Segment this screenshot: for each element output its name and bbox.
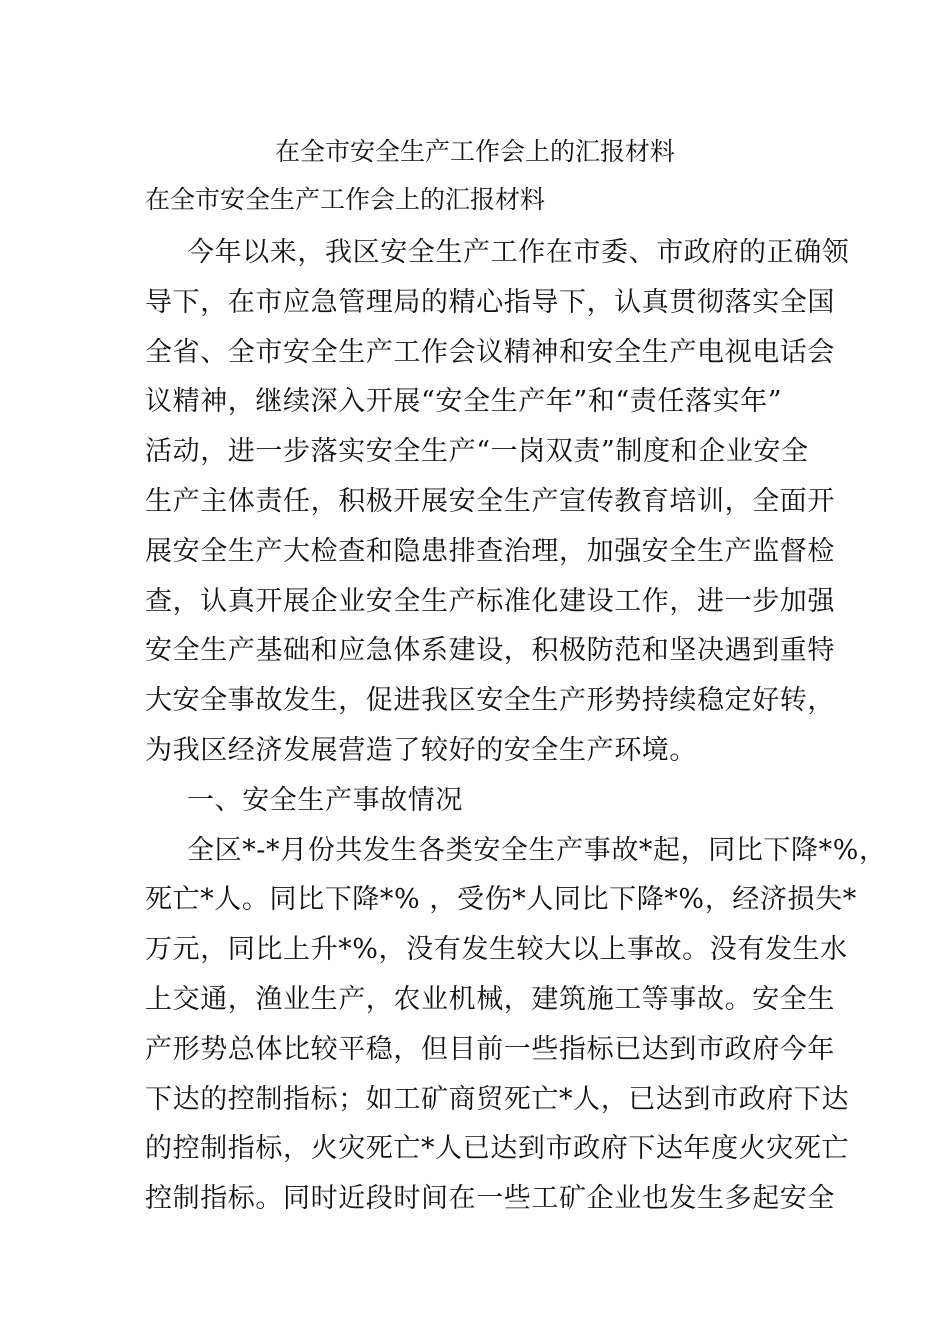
paragraph-line: 死亡*人。同比下降*% ，受伤*人同比下降*%，经济损失*	[145, 884, 857, 916]
paragraph-line: 产形势总体比较平稳，但目前一些指标已达到市政府今年	[145, 1033, 835, 1065]
paragraph-line: 查，认真开展企业安全生产标准化建设工作，进一步加强	[145, 585, 835, 617]
paragraph-line: 控制指标。同时近段时间在一些工矿企业也发生多起安全	[145, 1183, 835, 1215]
section-heading: 一、安全生产事故情况	[187, 784, 463, 816]
paragraph-line: 议精神，继续深入开展“安全生产年”和“责任落实年”	[145, 386, 783, 418]
document-subtitle: 在全市安全生产工作会上的汇报材料	[145, 185, 546, 214]
document-body	[145, 228, 887, 1224]
document-title: 在全市安全生产工作会上的汇报材料	[274, 137, 675, 166]
paragraph-line: 的控制指标，火灾死亡*人已达到市政府下达年度火灾死亡	[145, 1133, 850, 1165]
paragraph-line: 导下，在市应急管理局的精心指导下，认真贯彻落实全国	[145, 286, 835, 318]
paragraph-line: 为我区经济发展营造了较好的安全生产环境。	[145, 734, 697, 766]
paragraph-line: 安全生产基础和应急体系建设，积极防范和坚决遇到重特	[145, 635, 835, 667]
paragraph-line: 全区*-*月份共发生各类安全生产事故*起，同比下降*%，	[187, 834, 887, 866]
paragraph-line: 下达的控制指标；如工矿商贸死亡*人，已达到市政府下达	[145, 1083, 850, 1115]
paragraph-line: 生产主体责任，积极开展安全生产宣传教育培训，全面开	[145, 485, 835, 517]
paragraph-line: 今年以来，我区安全生产工作在市委、市政府的正确领	[187, 237, 850, 268]
paragraph-line: 展安全生产大检查和隐患排查治理，加强安全生产监督检	[145, 535, 835, 567]
paragraph-line: 全省、全市安全生产工作会议精神和安全生产电视电话会	[145, 336, 835, 368]
paragraph-line: 活动，进一步落实安全生产“一岗双责”制度和企业安全	[145, 436, 809, 468]
paragraph-line: 上交通，渔业生产，农业机械，建筑施工等事故。安全生	[145, 983, 835, 1015]
paragraph-line: 大安全事故发生，促进我区安全生产形势持续稳定好转，	[145, 685, 835, 717]
paragraph-line: 万元，同比上升*%，没有发生较大以上事故。没有发生水	[145, 934, 848, 966]
